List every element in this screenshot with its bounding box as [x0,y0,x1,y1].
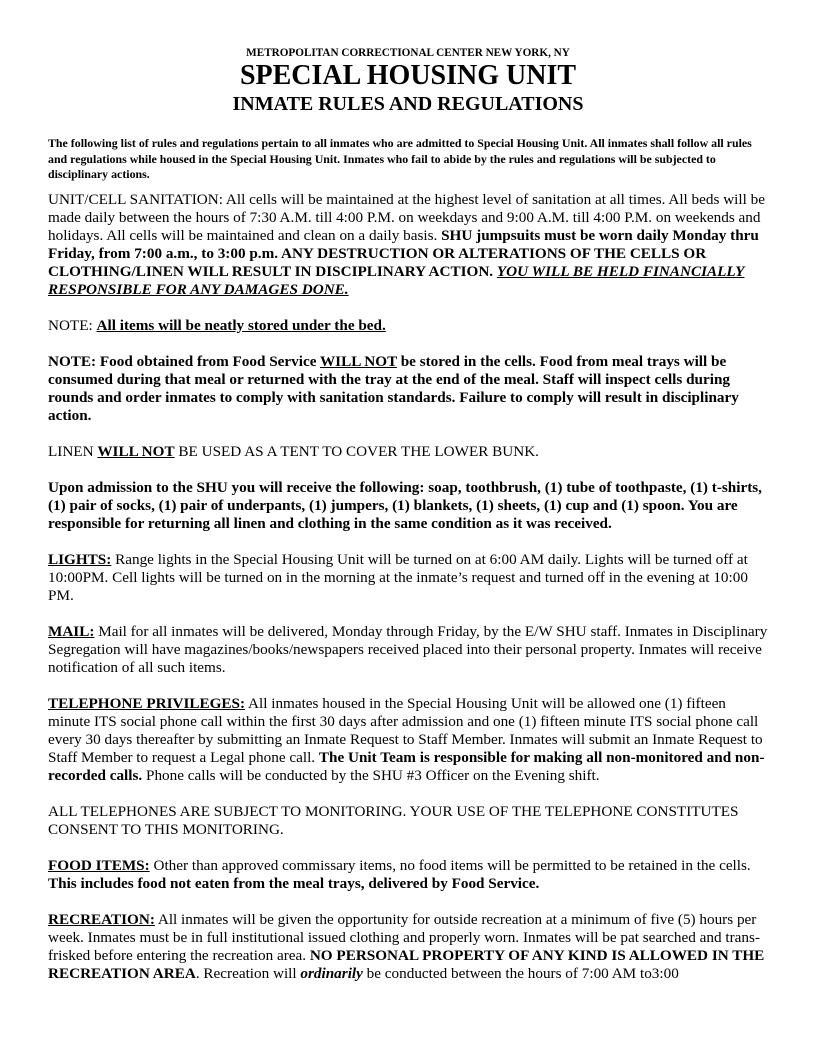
recreation-bold-text: NO PERSONAL PROPERTY OF ANY KIND IS ALLOWED IN THE RECREATION AREA [48,946,765,982]
document-page [48,46,768,1001]
note-storage-text: All items will be neatly stored under the bed. [96,316,386,334]
lights-text: Range lights in the Special Housing Unit will be turned on at 6:00 AM daily. Lights will be turned off at 10:00PM. Cell lights will be turned on in the morning at the inmate’s request and turned off in the evening at 10:00 PM. [48,550,748,604]
telephone-bold-text: The Unit Team is responsible for making all non-monitored and non-recorded calls. [48,748,765,784]
linen-text-a: LINEN [48,442,98,460]
institution-name: METROPOLITAN CORRECTIONAL CENTER NEW YORK, NY [246,47,570,59]
document-title: SPECIAL HOUSING UNIT [239,60,577,91]
recreation-text: All inmates will be given the opportunity for outside recreation at a minimum of five (5) hours per week. Inmates must be in full institutional issued clothing and properly worn. Inmates will be pat searched and trans-frisked before entering the recreation area. [48,910,760,964]
recreation-ordinarily: ordinarily [300,964,363,982]
note-food-text-b: be stored in the cells. Food from meal trays will be consumed during that meal or returned with the tray at the end of the meal. Staff will inspect cells during rounds and order inmates to comply with sanitation standards. Failure to comply will result in disciplinary action. [48,352,739,424]
food-items-bold-text: This includes food not eaten from the meal trays, delivered by Food Service. [48,874,540,892]
note-storage-section [48,317,768,335]
note-food-will-not: WILL NOT [319,352,397,370]
sanitation-financial-warning: YOU WILL BE HELD FINANCIALLY RESPONSIBLE FOR ANY DAMAGES DONE. [48,262,745,298]
food-items-section [48,857,768,893]
document-subtitle: INMATE RULES AND REGULATIONS [232,93,584,115]
admission-section: Upon admission to the SHU you will receive the following: soap, toothbrush, (1) tube of toothpaste, (1) t-shirts, (1) pair of socks, (1) pair of underpants, (1) jumpers, (1) blankets, (1) sheets, (1) cup and (1) spoon. You are responsible for returning all linen and clothing in the same condition as it was received. [48,478,762,532]
sanitation-text: UNIT/CELL SANITATION: All cells will be maintained at the highest level of sanitation at all times. All beds will be made daily between the hours of 7:30 A.M. till 4:00 P.M. on weekdays and 9:00 A.M. till 4:00 P.M. on weekends and holidays. All cells will be maintained and clean on a daily basis. [48,190,765,244]
telephone-end-text: Phone calls will be conducted by the SHU #3 Officer on the Evening shift. [142,766,600,784]
mail-text: Mail for all inmates will be delivered, Monday through Friday, by the E/W SHU staff. Inmates in Disciplinary Segregation will have magazines/books/newspapers received placed into their personal property. Inmates will receive notification of all such items. [48,622,768,676]
linen-will-not: WILL NOT [97,442,175,460]
telephone-text: All inmates housed in the Special Housing Unit will be allowed one (1) fifteen minute ITS social phone call within the first 30 days after admission and one (1) fifteen minute ITS social phone call every 30 days thereafter by submitting an Inmate Request to Staff Member. Inmates will submit an Inmate Request to Staff Member to request a Legal phone call. [48,694,763,766]
telephone-heading: TELEPHONE PRIVILEGES: [48,694,246,712]
note-food-text-a: NOTE: Food obtained from Food Service [48,352,320,370]
lights-section [48,551,768,605]
lights-heading: LIGHTS: [48,550,112,568]
sanitation-section [48,191,768,299]
mail-heading: MAIL: [48,622,95,640]
monitoring-section: ALL TELEPHONES ARE SUBJECT TO MONITORING. YOUR USE OF THE TELEPHONE CONSTITUTES CONSENT TO THIS MONITORING. [48,802,739,838]
recreation-section [48,911,768,983]
intro-paragraph: The following list of rules and regulations pertain to all inmates who are admitted to Special Housing Unit. All inmates shall follow all rules and regulations while housed in the Special Housing Unit. Inmates who fail to abide by the rules and regulations will be subjected to disciplinary actions. [48,136,752,182]
linen-section [48,443,768,461]
recreation-end-text: be conducted between the hours of 7:00 AM to3:00 [362,964,679,982]
telephone-section [48,695,768,785]
food-items-heading: FOOD ITEMS: [48,856,150,874]
note-food-section [48,353,768,425]
note-storage-label: NOTE: [48,316,97,334]
food-items-text: Other than approved commissary items, no food items will be permitted to be retained in the cells. [149,856,751,874]
linen-text-b: BE USED AS A TENT TO COVER THE LOWER BUNK. [174,442,539,460]
document-header [48,46,768,116]
recreation-heading: RECREATION: [48,910,155,928]
mail-section [48,623,768,677]
sanitation-bold-text: SHU jumpsuits must be worn daily Monday thru Friday, from 7:00 a.m., to 3:00 p.m. ANY DESTRUCTION OR ALTERATIONS OF THE CELLS OR CLOTHING/LINEN WILL RESULT IN DISCIPLINARY ACTION. [48,226,759,280]
recreation-mid-text: . Recreation will [195,964,301,982]
